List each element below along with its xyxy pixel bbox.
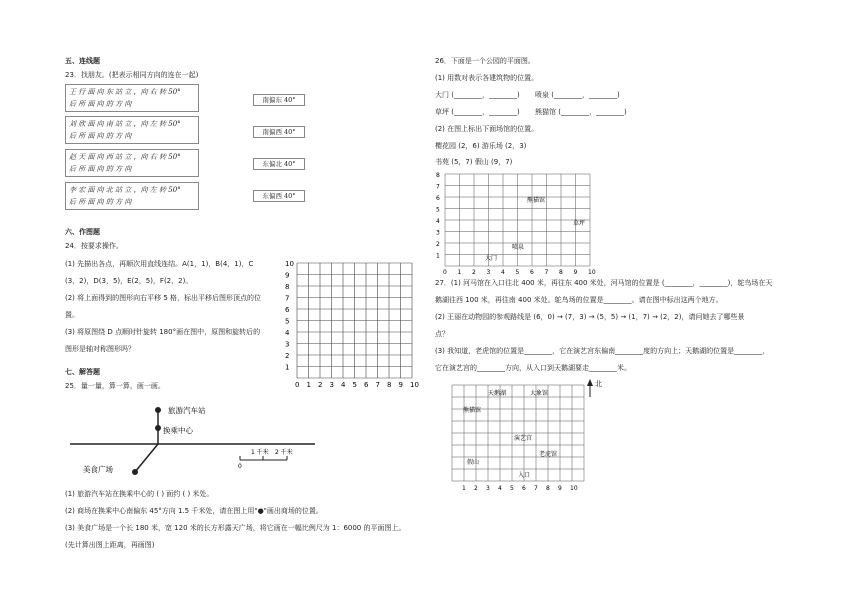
match-box-1[interactable] <box>65 84 199 112</box>
scale-0: 0 <box>238 463 242 470</box>
park-ytick: 7 <box>436 183 440 191</box>
hub-dot <box>155 425 161 431</box>
q25-3: (3) 美食广场是一个长 180 米，宽 120 米的长方形露天广场，将它画在一幅比例尺为 1：6000 的平面图上。 <box>65 524 406 532</box>
q27-b: 鹅湖往西 100 米，再往南 400 米处。鸵鸟场的位置是________。请在图中标出这两个地方。 <box>435 296 723 304</box>
park-ytick: 4 <box>436 218 440 225</box>
grid24-xtick: 9 <box>398 381 403 389</box>
tiger-hall-label: 老虎馆 <box>539 451 558 458</box>
q25-map <box>65 400 325 482</box>
q25-4: (先计算出图上距离，再画图) <box>65 541 155 549</box>
grid24-ytick: 8 <box>285 283 290 291</box>
match-box-2[interactable] <box>65 116 199 144</box>
park-xtick: 9 <box>573 269 578 276</box>
q26-row1a[interactable]: 大门 (________，________) <box>435 91 520 99</box>
zoo-xtick: 2 <box>474 485 478 492</box>
park-ytick: 3 <box>436 229 440 237</box>
park-xtick: 1 <box>457 269 462 276</box>
q26-row2b[interactable]: 熊猫馆 (________，________) <box>535 108 627 116</box>
zoo-xtick: 6 <box>522 485 526 492</box>
zoo-xtick: 3 <box>486 485 490 492</box>
entrance-label: 入口 <box>518 472 531 479</box>
q24-p2a: (2) 将上面得到的图形向右平移 5 格，标出平移后图形顶点的位 <box>65 294 262 302</box>
road-to-plaza <box>135 444 158 472</box>
q24-p3a: (3) 将原图绕 D 点顺时针旋转 180°画在图中，原图和旋转后的 <box>65 328 261 336</box>
grid24-xtick: 7 <box>375 381 380 389</box>
match-box-2-line2: 后 所 面 向 的 方 向 <box>69 132 132 140</box>
match-box-3-line1: 赵 天 面 向 西 站 立 ，向 右 转 50° <box>69 153 181 161</box>
park-xtick: 0 <box>443 269 447 276</box>
park-ytick: 8 <box>436 172 440 179</box>
section7-title: 七、解答题 <box>65 368 100 376</box>
grid24-xtick: 0 <box>295 381 300 389</box>
q25-1: (1) 旅游汽车站在换乘中心的 ( ) 面约 ( ) 米处。 <box>65 490 214 498</box>
park-ytick: 6 <box>436 195 440 202</box>
grid24-xtick: 1 <box>306 381 311 389</box>
match-box-4-line1: 李 宏 面 向 北 站 立 ，向 左 转 50° <box>69 186 181 194</box>
q26-row1b[interactable]: 喷泉 (________，________) <box>535 91 620 99</box>
q23-prompt: 23．找朋友。(把表示相同方向的连在一起) <box>65 71 199 79</box>
match-box-1-line1: 王 行 面 向 东 站 立 ，向 右 转 50° <box>69 88 181 96</box>
plaza-dot <box>132 469 138 475</box>
park-xtick: 4 <box>501 269 505 276</box>
fountain-label: 喷泉 <box>512 244 525 251</box>
q27-f: 它在演艺宫的________方向，从入口到天鹅湖要走________米。 <box>435 364 631 372</box>
grid24-ytick: 3 <box>285 340 290 349</box>
park-ytick: 1 <box>436 252 440 260</box>
q24-p2b: 置。 <box>65 311 79 319</box>
park-xtick: 5 <box>515 269 520 276</box>
park-xtick: 6 <box>530 269 534 276</box>
grid24-xtick: 2 <box>318 381 323 389</box>
q26-row2a[interactable]: 草坪 (________，________) <box>435 108 520 116</box>
q24-grid[interactable] <box>283 258 423 398</box>
q26-venues1: 樱花园 (2，6) 游乐场 (2，3) <box>435 142 527 150</box>
park-xtick: 8 <box>559 269 563 276</box>
grid24-ytick: 6 <box>285 306 290 314</box>
park-map[interactable] <box>433 168 608 278</box>
q25-prompt: 25．量一量，算一算，画一画。 <box>65 382 165 390</box>
north-arrow-head <box>587 379 593 386</box>
zoo-panda-label: 熊猫馆 <box>463 407 482 414</box>
grid24-xtick: 10 <box>410 381 419 389</box>
zoo-xtick: 7 <box>534 485 538 492</box>
answer-box-3[interactable]: 东偏北 40° <box>253 158 305 170</box>
q26-1: (1) 用数对表示各建筑物的位置。 <box>435 74 539 82</box>
match-box-1-line2: 后 所 面 向 的 方 向 <box>69 100 132 108</box>
panda-hall-label: 熊猫馆 <box>527 197 546 204</box>
zoo-xtick: 8 <box>546 485 550 492</box>
match-box-3[interactable] <box>65 149 199 177</box>
grid24-xtick: 6 <box>364 381 369 389</box>
section6-title: 六、作图题 <box>65 228 100 236</box>
grid24-xtick: 5 <box>352 381 357 389</box>
match-box-4-line2: 后 所 面 向 的 方 向 <box>69 198 132 206</box>
lawn-label: 草坪 <box>573 220 586 227</box>
grid24-xtick: 8 <box>387 381 392 389</box>
station-label: 旅游汽车站 <box>168 406 206 415</box>
q27-e: (3) 我知道，老虎馆的位置是________，它在演艺宫东偏南________度的方向上；天鹅湖的位置是________， <box>435 347 770 355</box>
q26-venues2: 书苑 (5，7) 假山 (9，7) <box>435 158 513 166</box>
q24-prompt: 24．按要求操作。 <box>65 242 123 250</box>
station-dot <box>155 407 161 413</box>
answer-box-1[interactable]: 南偏东 40° <box>253 94 305 106</box>
grid24-ytick: 9 <box>285 271 290 280</box>
zoo-xtick: 9 <box>558 485 562 492</box>
scale-2: 2 千米 <box>275 449 293 456</box>
zoo-map[interactable] <box>440 375 610 495</box>
q25-2: (2) 商场在换乘中心南偏东 45°方向 1.5 千米处，请在图上用"●"画出商场的位置。 <box>65 507 323 515</box>
zoo-xtick: 1 <box>462 485 466 492</box>
grid24-xtick: 3 <box>329 381 334 389</box>
park-xtick: 10 <box>588 269 596 276</box>
north-label: 北 <box>595 380 602 388</box>
q27-d: 点？ <box>435 330 449 338</box>
swan-lake-label: 天鹅湖 <box>488 390 507 397</box>
gate-label: 大门 <box>485 255 498 262</box>
q24-p3b: 图形是轴对称图形吗？ <box>65 345 135 353</box>
grid24-ytick: 7 <box>285 294 290 303</box>
match-box-3-line2: 后 所 面 向 的 方 向 <box>69 165 132 173</box>
zoo-xtick: 10 <box>570 485 578 492</box>
zoo-xtick: 5 <box>510 485 514 492</box>
park-xtick: 2 <box>472 269 476 276</box>
park-xtick: 3 <box>486 269 491 276</box>
grid24-ytick: 4 <box>285 329 290 337</box>
section5-title: 五、连线题 <box>65 57 100 65</box>
q27-c: (2) 王丽在动物园的参观路线是 (6，0) → (7，3) → (5，5) → (1，7) → (2，2)，请问她去了哪些景 <box>435 313 745 321</box>
rockery-label: 假山 <box>467 459 480 466</box>
grid24-ytick: 10 <box>285 260 294 268</box>
grid24-ytick: 1 <box>285 363 290 372</box>
zoo-xtick: 4 <box>498 485 502 492</box>
plaza-label: 美食广场 <box>83 465 113 474</box>
q24-p1a: (1) 先描出各点，再顺次用直线连结。A(1，1)，B(4，1)，C <box>65 260 254 268</box>
match-box-2-line1: 刘 欣 面 向 南 站 立 ，向 左 转 50° <box>69 120 181 128</box>
q26-prompt: 26．下面是一个公园的平面图。 <box>435 57 535 65</box>
theater-label: 演艺宫 <box>514 435 533 442</box>
scale-1: 1 千米 <box>251 449 269 456</box>
park-xtick: 7 <box>544 269 549 276</box>
answer-box-4[interactable]: 东偏西 40° <box>253 190 305 202</box>
q26-2: (2) 在图上标出下面场馆的位置。 <box>435 125 539 133</box>
grid24-ytick: 2 <box>285 352 290 360</box>
grid24-ytick: 5 <box>285 317 290 326</box>
elephant-hall-label: 大象馆 <box>530 390 549 397</box>
park-ytick: 5 <box>436 206 440 214</box>
match-box-4[interactable] <box>65 182 199 210</box>
answer-box-2[interactable]: 南偏西 40° <box>253 126 305 138</box>
q27-a: 27．(1) 河马馆在入口往北 400 米，再往东 400 米处，河马馆的位置是 (________，________)，鸵鸟场在天 <box>435 279 773 287</box>
hub-label: 换乘中心 <box>163 426 193 435</box>
grid24-xtick: 4 <box>341 381 346 389</box>
q24-p1b: (3，2)，D(3，5)，E(2，5)，F(2，2)。 <box>65 277 193 285</box>
park-ytick: 2 <box>436 241 440 248</box>
